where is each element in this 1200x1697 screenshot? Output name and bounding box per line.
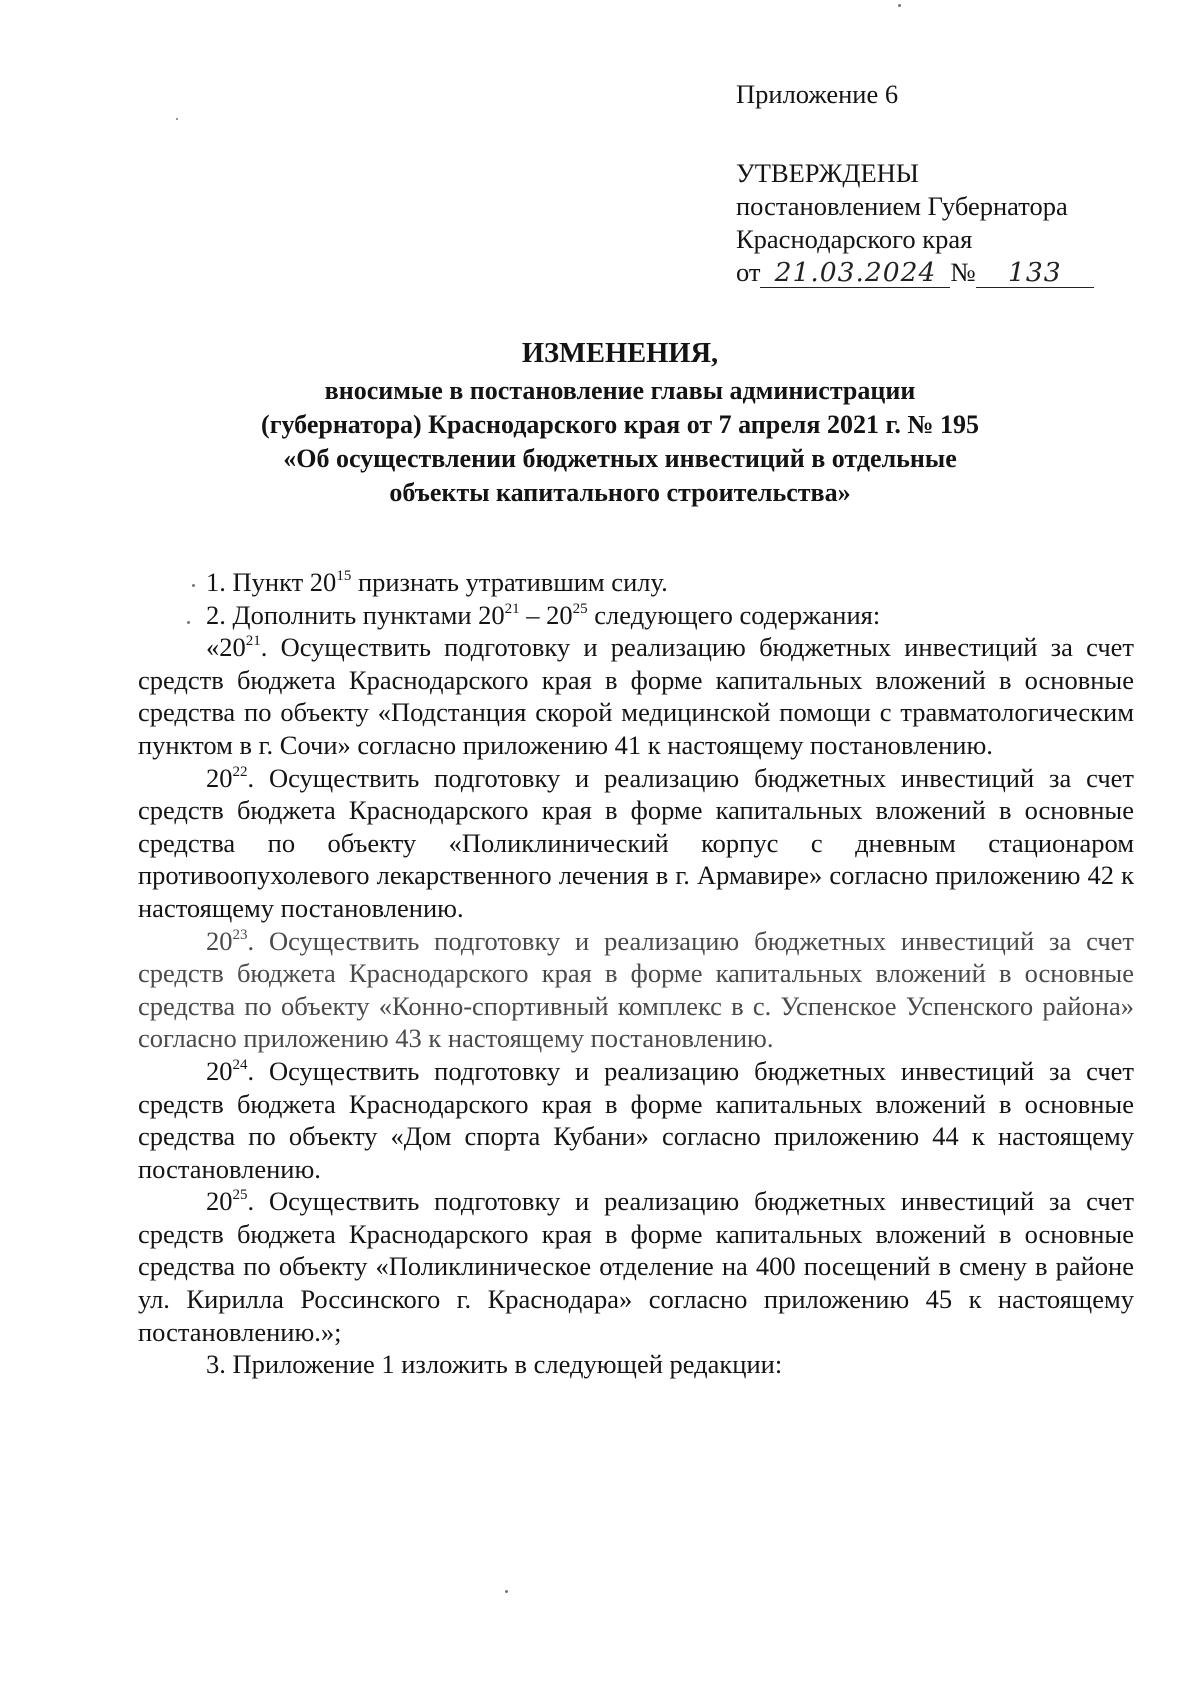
scan-speck bbox=[192, 584, 195, 587]
scan-speck bbox=[176, 118, 178, 120]
item-2-sup-1: 21 bbox=[504, 600, 520, 617]
p22-text: . Осуществить подготовку и реализацию бюджетных инвестиций за счет средств бюджета Краснодарского края в форме капитальных вложений в основные средства по объекту «Поликлинический корпус с дневным стационаром противоопухолевого лекарственного лечения в г. Армавире» согласно приложению 42 к настоящему постановлению. bbox=[138, 762, 1134, 923]
p23-num: 20 bbox=[206, 925, 233, 956]
title-line-4: объекты капитального строительства» bbox=[389, 478, 851, 507]
item-2-text: 2. Дополнить пунктами 20 bbox=[206, 599, 505, 630]
p21-num: «20 bbox=[206, 632, 246, 663]
scan-speck bbox=[187, 621, 190, 624]
p24-sup: 24 bbox=[232, 1056, 248, 1073]
scan-speck bbox=[505, 1590, 508, 1593]
item-1-text: 1. Пункт 20 bbox=[206, 567, 337, 597]
p21-sup: 21 bbox=[245, 633, 261, 650]
item-2-sup-2: 25 bbox=[572, 600, 588, 617]
paragraph-20-21 bbox=[138, 631, 1134, 761]
item-1-text-end: признать утратившим силу. bbox=[351, 567, 668, 597]
paragraph-20-22 bbox=[138, 762, 1134, 925]
p25-sup: 25 bbox=[232, 1187, 248, 1204]
number-prefix: № bbox=[950, 257, 976, 287]
item-2-text-end: следующего содержания: bbox=[587, 599, 881, 630]
region-label: Краснодарского края bbox=[736, 224, 973, 254]
p22-sup: 22 bbox=[232, 763, 248, 780]
date-prefix: от bbox=[736, 257, 761, 287]
approval-block bbox=[736, 78, 1094, 289]
item-1 bbox=[138, 566, 1134, 599]
p24-text: . Осуществить подготовку и реализацию бюджетных инвестиций за счет средств бюджета Краснодарского края в форме капитальных вложений в основные средства по объекту «Дом спорта Кубани» согласно приложению 44 к настоящему постановлению. bbox=[138, 1055, 1134, 1184]
title-line-3: «Об осуществлении бюджетных инвестиций в отдельные bbox=[283, 444, 957, 473]
document-title bbox=[150, 337, 1090, 510]
title-line-1: вносимые в постановление главы администрации bbox=[324, 376, 916, 405]
p23-sup: 23 bbox=[232, 926, 248, 943]
decree-by-label: постановлением Губернатора bbox=[736, 191, 1068, 221]
item-3: 3. Приложение 1 изложить в следующей редакции: bbox=[206, 1349, 783, 1380]
date-number-line bbox=[736, 256, 1094, 289]
document-body bbox=[138, 566, 1134, 1381]
item-1-sup: 15 bbox=[336, 568, 352, 584]
p25-num: 20 bbox=[206, 1186, 233, 1217]
handwritten-date: 21.03.2024 bbox=[760, 259, 950, 288]
title-main: ИЗМЕНЕНИЯ, bbox=[521, 338, 719, 369]
title-line-2: (губернатора) Краснодарского края от 7 апреля 2021 г. № 195 bbox=[261, 410, 979, 439]
handwritten-number: 133 bbox=[976, 259, 1094, 288]
p22-num: 20 bbox=[206, 762, 233, 793]
p24-num: 20 bbox=[206, 1055, 233, 1086]
paragraph-20-23 bbox=[138, 925, 1134, 1055]
p23-text: . Осуществить подготовку и реализацию бюджетных инвестиций за счет средств бюджета Краснодарского края в форме капитальных вложений в основные средства по объекту «Конно-спортивный комплекс в с. Успенское Успенского района» согласно приложению 43 к настоящему постановлению. bbox=[138, 925, 1134, 1054]
p25-text: . Осуществить подготовку и реализацию бюджетных инвестиций за счет средств бюджета Краснодарского края в форме капитальных вложений в основные средства по объекту «Поликлиническое отделение на 400 посещений в смену в районе ул. Кирилла Россинского г. Краснодара» согласно приложению 45 к настоящему постановлению.»; bbox=[138, 1186, 1134, 1347]
scan-speck bbox=[898, 4, 901, 7]
item-2-text-mid: – 20 bbox=[519, 599, 573, 630]
paragraph-20-25 bbox=[138, 1185, 1134, 1348]
p21-text: . Осуществить подготовку и реализацию бюджетных инвестиций за счет средств бюджета Краснодарского края в форме капитальных вложений в основные средства по объекту «Подстанция скорой медицинской помощи с травматологическим пунктом в г. Сочи» согласно приложению 41 к настоящему постановлению. bbox=[138, 632, 1134, 760]
approved-label: УТВЕРЖДЕНЫ bbox=[736, 158, 919, 188]
paragraph-20-24 bbox=[138, 1055, 1134, 1185]
item-2 bbox=[138, 599, 1134, 632]
appendix-label: Приложение 6 bbox=[736, 79, 899, 109]
